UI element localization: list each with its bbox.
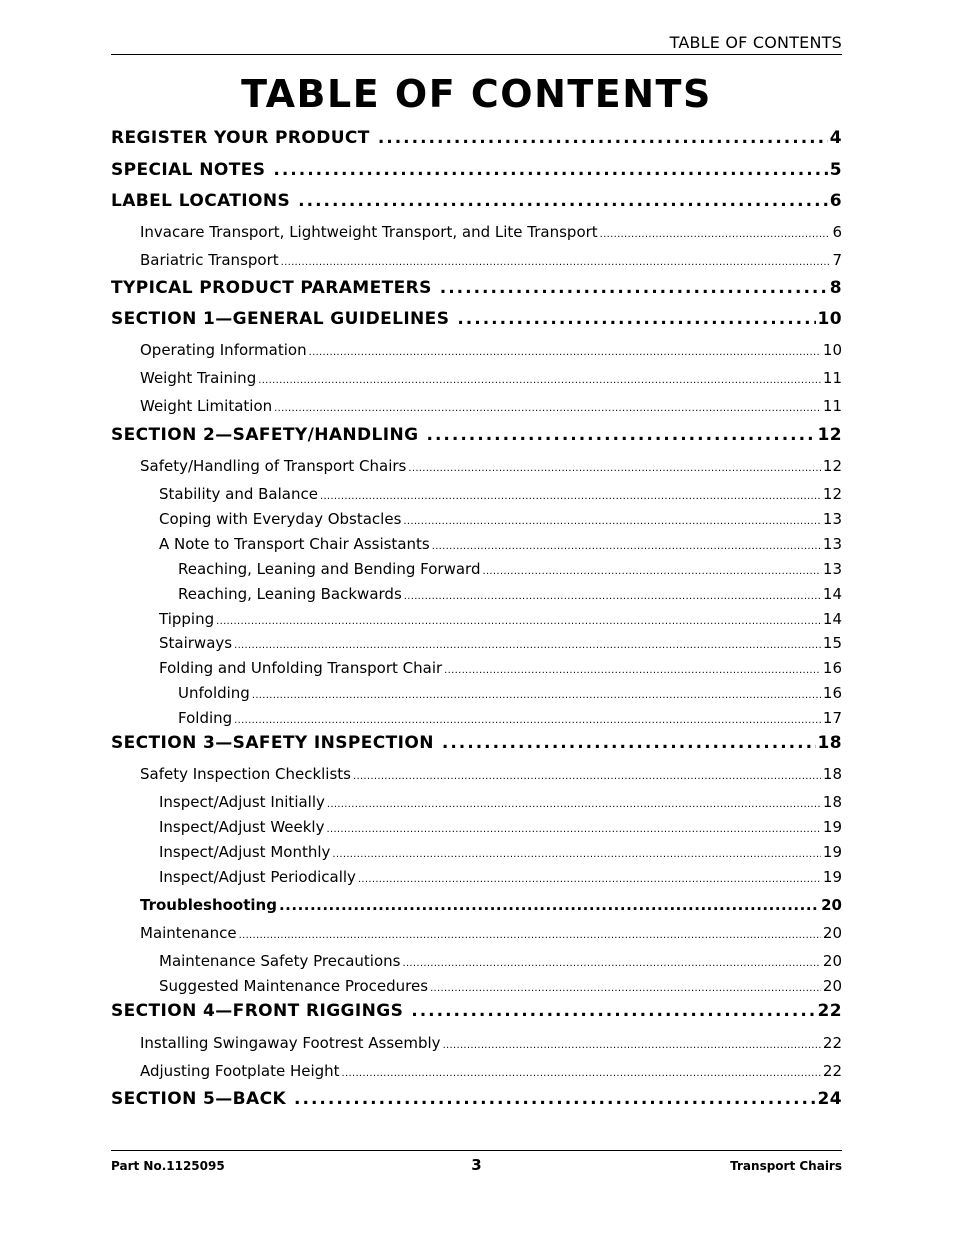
toc-entry-title: A Note to Transport Chair Assistants [159,535,430,553]
document-page [111,0,842,1235]
toc-entry-title: REGISTER YOUR PRODUCT [111,128,370,148]
footer-part-number: Part No.1125095 [111,1159,225,1173]
toc-entry-page: 13 [822,535,842,553]
toc-entry-page: 10 [817,309,842,329]
toc-entry-page: 5 [829,160,842,180]
toc-entry-page: 20 [822,924,842,942]
toc-entry-title: Inspect/Adjust Weekly [159,818,325,836]
dot-leader [444,665,821,676]
toc-entry-page: 12 [822,457,842,475]
dot-leader [440,278,828,298]
toc-entry[interactable] [111,1062,842,1080]
toc-entry[interactable] [111,1034,842,1052]
toc-entry[interactable] [111,585,842,603]
toc-entry-title: Coping with Everyday Obstacles [159,510,402,528]
toc-entry[interactable] [111,341,842,359]
toc-entry[interactable] [111,457,842,475]
toc-entry[interactable] [111,278,842,298]
toc-entry[interactable] [111,1001,842,1021]
toc-entry-title: Operating Information [140,341,307,359]
toc-entry-page: 12 [817,425,842,445]
dot-leader [426,425,815,445]
toc-entry-title: Inspect/Adjust Periodically [159,868,356,886]
dot-leader [457,309,815,329]
footer-product-name: Transport Chairs [730,1159,842,1173]
toc-entry-title: Suggested Maintenance Procedures [159,977,429,995]
toc-entry-title: Weight Training [140,369,257,387]
toc-entry[interactable] [111,709,842,727]
dot-leader [258,375,821,386]
toc-entry-page: 22 [822,1062,842,1080]
toc-entry-title: Weight Limitation [140,397,273,415]
dot-leader [281,257,831,268]
toc-entry-title: Troubleshooting [140,896,277,914]
toc-entry[interactable] [111,535,842,553]
toc-entry-page: 15 [822,634,842,652]
toc-entry-page: 20 [822,977,842,995]
toc-entry-title: Maintenance [140,924,237,942]
toc-entry-page: 11 [822,397,842,415]
toc-entry-page: 20 [822,952,842,970]
toc-entry-page: 7 [832,251,842,269]
toc-entry[interactable] [111,659,842,677]
dot-leader [600,229,831,240]
toc-entry-page: 19 [822,818,842,836]
toc-entry-page: 4 [829,128,842,148]
toc-entry-page: 10 [822,341,842,359]
toc-entry-title: Maintenance Safety Precautions [159,952,401,970]
dot-leader [402,958,820,969]
toc-entry[interactable] [111,896,842,914]
toc-entry-title: Stability and Balance [159,485,318,503]
dot-leader [234,640,821,651]
toc-entry-page: 24 [817,1089,842,1109]
toc-entry-page: 13 [822,510,842,528]
toc-entry-title: SECTION 4—FRONT RIGGINGS [111,1001,404,1021]
toc-entry-page: 18 [822,765,842,783]
toc-entry-page: 22 [822,1034,842,1052]
toc-entry-title: Bariatric Transport [140,251,279,269]
dot-leader [309,347,821,358]
running-header: TABLE OF CONTENTS [669,33,842,52]
toc-entry[interactable] [111,369,842,387]
toc-entry[interactable] [111,1089,842,1109]
dot-leader [411,1001,815,1021]
toc-entry-title: Unfolding [178,684,250,702]
dot-leader [274,403,821,414]
toc-entry[interactable] [111,251,842,269]
toc-entry[interactable] [111,510,842,528]
toc-entry-page: 16 [822,684,842,702]
toc-entry[interactable] [111,309,842,329]
header-rule [111,54,842,55]
toc-entry-title: Invacare Transport, Lightweight Transport, and Lite Transport [140,223,598,241]
dot-leader [443,1040,821,1051]
toc-entry-title: TYPICAL PRODUCT PARAMETERS [111,278,432,298]
toc-entry-page: 13 [822,560,842,578]
dot-leader [482,566,820,577]
toc-entry-page: 14 [822,585,842,603]
toc-entry[interactable] [111,924,842,942]
toc-entry[interactable] [111,765,842,783]
dot-leader [327,799,821,810]
dot-leader [358,874,821,885]
dot-leader [430,983,821,994]
toc-entry-page: 6 [832,223,842,241]
toc-entry-title: Adjusting Footplate Height [140,1062,340,1080]
dot-leader [298,191,828,211]
toc-entry[interactable] [111,843,842,861]
dot-leader [342,1068,821,1079]
toc-entry[interactable] [111,610,842,628]
toc-entry[interactable] [111,733,842,753]
dot-leader [442,733,816,753]
toc-entry-page: 17 [822,709,842,727]
toc-entry[interactable] [111,793,842,811]
toc-entry[interactable] [111,684,842,702]
toc-entry-title: Inspect/Adjust Monthly [159,843,331,861]
toc-entry-title: SPECIAL NOTES [111,160,266,180]
toc-entry[interactable] [111,128,842,148]
toc-entry-page: 16 [822,659,842,677]
dot-leader [408,463,821,474]
toc-entry[interactable] [111,160,842,180]
toc-entry-title: Reaching, Leaning Backwards [178,585,402,603]
toc-entry-title: Stairways [159,634,233,652]
toc-entry-title: SECTION 3—SAFETY INSPECTION [111,733,434,753]
dot-leader [273,160,827,180]
dot-leader [378,128,828,148]
toc-entry[interactable] [111,397,842,415]
toc-entry-title: Reaching, Leaning and Bending Forward [178,560,481,578]
dot-leader [404,591,821,602]
dot-leader [279,896,819,914]
toc-entry[interactable] [111,868,842,886]
toc-entry-title: Folding and Unfolding Transport Chair [159,659,443,677]
toc-entry[interactable] [111,952,842,970]
toc-entry-title: Safety Inspection Checklists [140,765,351,783]
toc-entry-title: Installing Swingaway Footrest Assembly [140,1034,441,1052]
toc-entry[interactable] [111,560,842,578]
toc-entry-title: Inspect/Adjust Initially [159,793,325,811]
toc-entry-title: SECTION 1—GENERAL GUIDELINES [111,309,450,329]
dot-leader [294,1089,815,1109]
dot-leader [432,541,821,552]
dot-leader [239,930,821,941]
toc-entry-page: 11 [822,369,842,387]
footer-page-number: 3 [471,1156,482,1174]
dot-leader [216,616,821,627]
toc-entry-page: 18 [822,793,842,811]
toc-entry-page: 6 [829,191,842,211]
toc-entry-page: 12 [822,485,842,503]
toc-entry-page: 20 [821,896,842,914]
toc-entry-title: SECTION 5—BACK [111,1089,287,1109]
page-title: TABLE OF CONTENTS [241,72,712,116]
dot-leader [353,771,821,782]
toc-entry-title: LABEL LOCATIONS [111,191,291,211]
toc-entry-page: 19 [822,868,842,886]
toc-entry[interactable] [111,977,842,995]
toc-entry-title: Folding [178,709,233,727]
toc-entry-page: 14 [822,610,842,628]
dot-leader [252,690,821,701]
toc-entry-title: Safety/Handling of Transport Chairs [140,457,407,475]
dot-leader [320,491,821,502]
toc-entry-page: 8 [829,278,842,298]
toc-entry[interactable] [111,191,842,211]
toc-entry-page: 18 [817,733,842,753]
toc-entry[interactable] [111,634,842,652]
toc-entry-title: Tipping [159,610,215,628]
toc-entry-page: 22 [817,1001,842,1021]
footer-rule [111,1150,842,1151]
toc-entry-title: SECTION 2—SAFETY/HANDLING [111,425,419,445]
dot-leader [403,516,821,527]
toc-entry-page: 19 [822,843,842,861]
toc-entry[interactable] [111,223,842,241]
toc-entry[interactable] [111,425,842,445]
toc-entry[interactable] [111,485,842,503]
dot-leader [332,849,821,860]
dot-leader [234,715,821,726]
dot-leader [326,824,820,835]
toc-entry[interactable] [111,818,842,836]
